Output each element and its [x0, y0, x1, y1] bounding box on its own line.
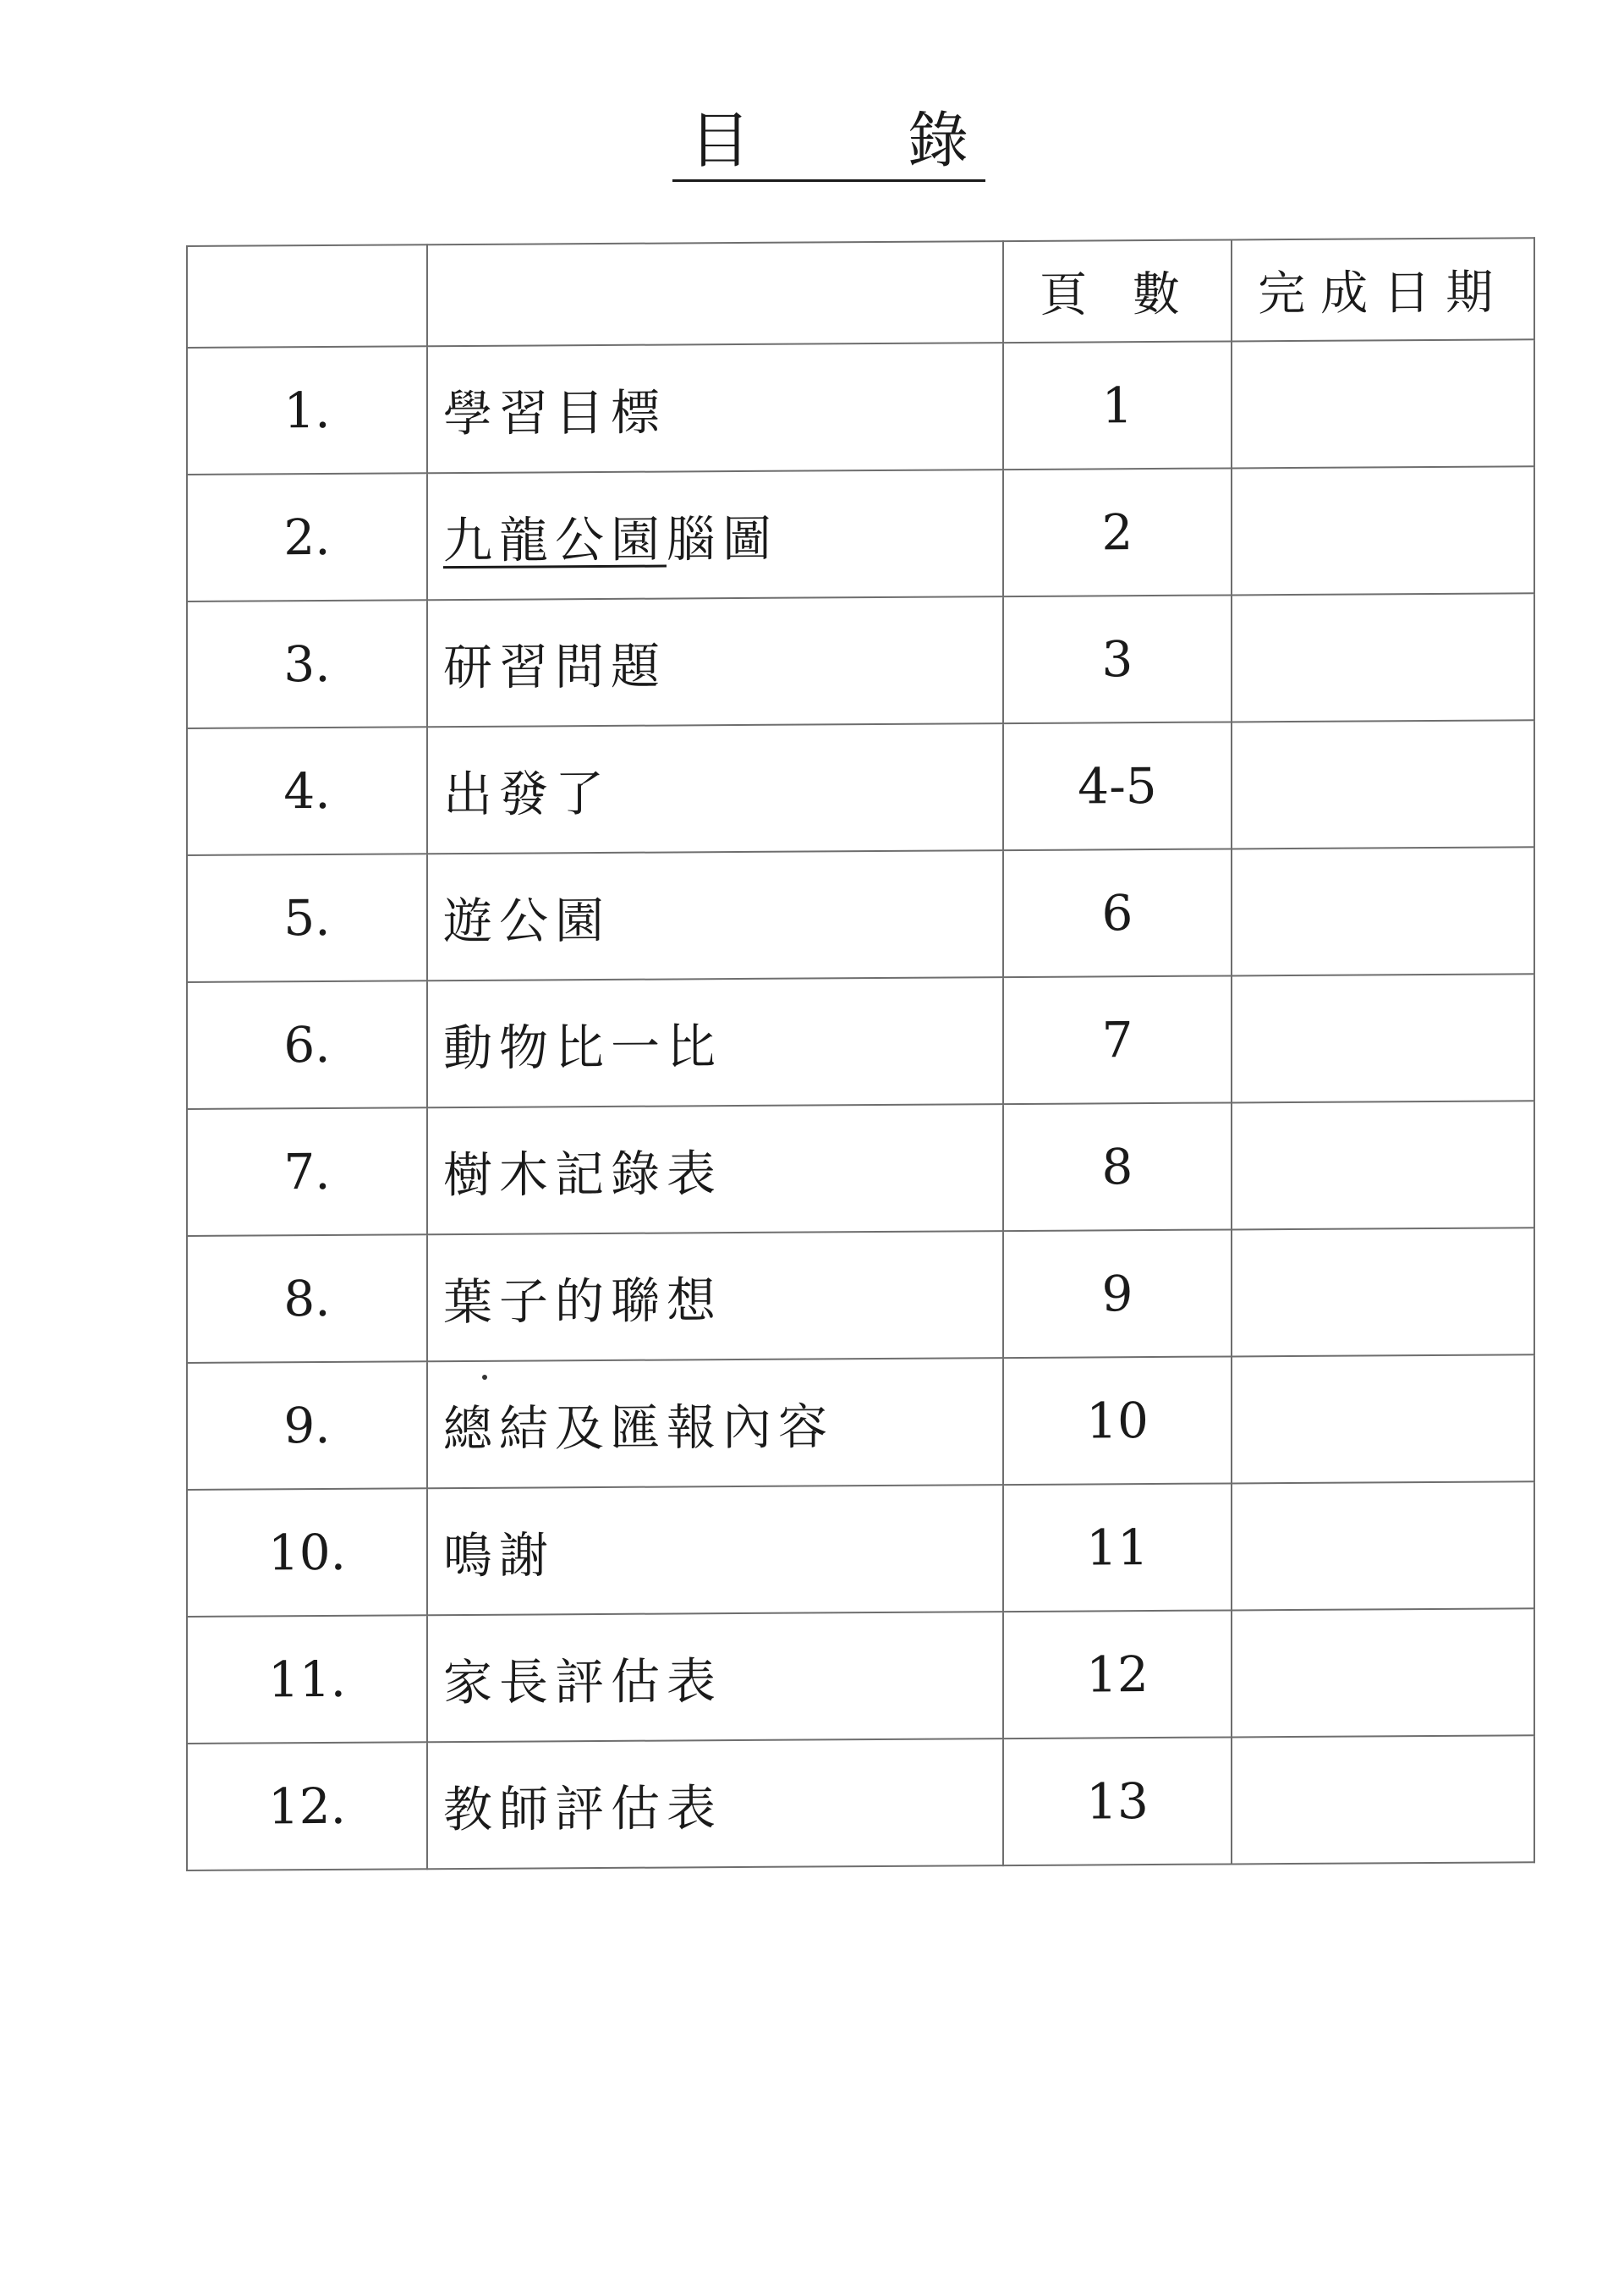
row-completion-date	[1232, 1101, 1534, 1229]
row-completion-date	[1232, 339, 1534, 468]
row-pages: 1	[1003, 341, 1232, 470]
row-pages: 8	[1003, 1102, 1232, 1231]
table-row	[187, 1608, 1534, 1744]
row-completion-date	[1232, 1481, 1534, 1610]
header-pages: 頁 數	[1003, 239, 1232, 343]
row-title: 動物比一比	[427, 977, 1003, 1107]
table-row	[187, 847, 1534, 982]
header-completion-date: 完成日期	[1232, 238, 1534, 341]
row-number: 8.	[187, 1234, 427, 1363]
row-pages: 4-5	[1003, 722, 1232, 850]
page-title-left: 目	[689, 105, 751, 176]
row-title-underlined-part: 九龍公園	[442, 510, 667, 570]
row-title: 鳴謝	[427, 1485, 1003, 1615]
table-row	[187, 1228, 1534, 1363]
row-title	[427, 470, 1003, 600]
table-row	[187, 1354, 1534, 1490]
table-row	[187, 339, 1534, 475]
row-pages: 10	[1003, 1356, 1232, 1485]
row-title: 出發了	[427, 723, 1003, 854]
row-number: 11.	[187, 1615, 427, 1744]
row-title: 樹木記錄表	[427, 1104, 1003, 1234]
row-number: 10.	[187, 1488, 427, 1617]
row-title: 研習問題	[427, 596, 1003, 727]
table-row	[187, 974, 1534, 1109]
table-header-row	[187, 238, 1534, 348]
table-row	[187, 720, 1534, 855]
row-pages: 13	[1003, 1737, 1232, 1865]
table-row	[187, 466, 1534, 601]
row-number: 7.	[187, 1107, 427, 1236]
row-completion-date	[1232, 974, 1534, 1102]
row-pages: 7	[1003, 975, 1232, 1104]
table-row	[187, 1735, 1534, 1870]
scan-speck	[482, 1375, 487, 1380]
row-number: 9.	[187, 1361, 427, 1490]
row-completion-date	[1232, 466, 1534, 595]
row-title-rest: 腦圖	[667, 509, 779, 569]
row-title: 教師評估表	[427, 1738, 1003, 1869]
row-completion-date	[1232, 847, 1534, 975]
row-number: 4.	[187, 727, 427, 855]
row-number: 12.	[187, 1742, 427, 1870]
header-number	[187, 244, 427, 348]
row-number: 5.	[187, 854, 427, 982]
row-title: 家長評估表	[427, 1612, 1003, 1742]
row-number: 6.	[187, 980, 427, 1109]
row-completion-date	[1232, 720, 1534, 849]
row-title: 遊公園	[427, 850, 1003, 980]
row-completion-date	[1232, 1608, 1534, 1737]
row-pages: 2	[1003, 468, 1232, 596]
row-pages: 12	[1003, 1610, 1232, 1738]
row-number: 1.	[187, 346, 427, 475]
row-title: 總結及匯報內容	[427, 1358, 1003, 1488]
row-completion-date	[1232, 1735, 1534, 1864]
row-pages: 11	[1003, 1483, 1232, 1612]
row-number: 3.	[187, 600, 427, 728]
row-completion-date	[1232, 1354, 1534, 1483]
row-title: 葉子的聯想	[427, 1231, 1003, 1361]
row-title: 學習目標	[427, 343, 1003, 473]
table-row	[187, 1481, 1534, 1617]
row-pages: 6	[1003, 849, 1232, 977]
row-number: 2.	[187, 473, 427, 601]
table-row	[187, 1101, 1534, 1236]
table-row	[187, 593, 1534, 728]
row-completion-date	[1232, 1228, 1534, 1356]
row-pages: 3	[1003, 595, 1232, 723]
page-title	[672, 102, 985, 182]
table-of-contents	[186, 237, 1535, 1871]
row-completion-date	[1232, 593, 1534, 722]
page-title-right: 錄	[907, 105, 968, 176]
row-pages: 9	[1003, 1229, 1232, 1358]
header-title	[427, 241, 1003, 346]
